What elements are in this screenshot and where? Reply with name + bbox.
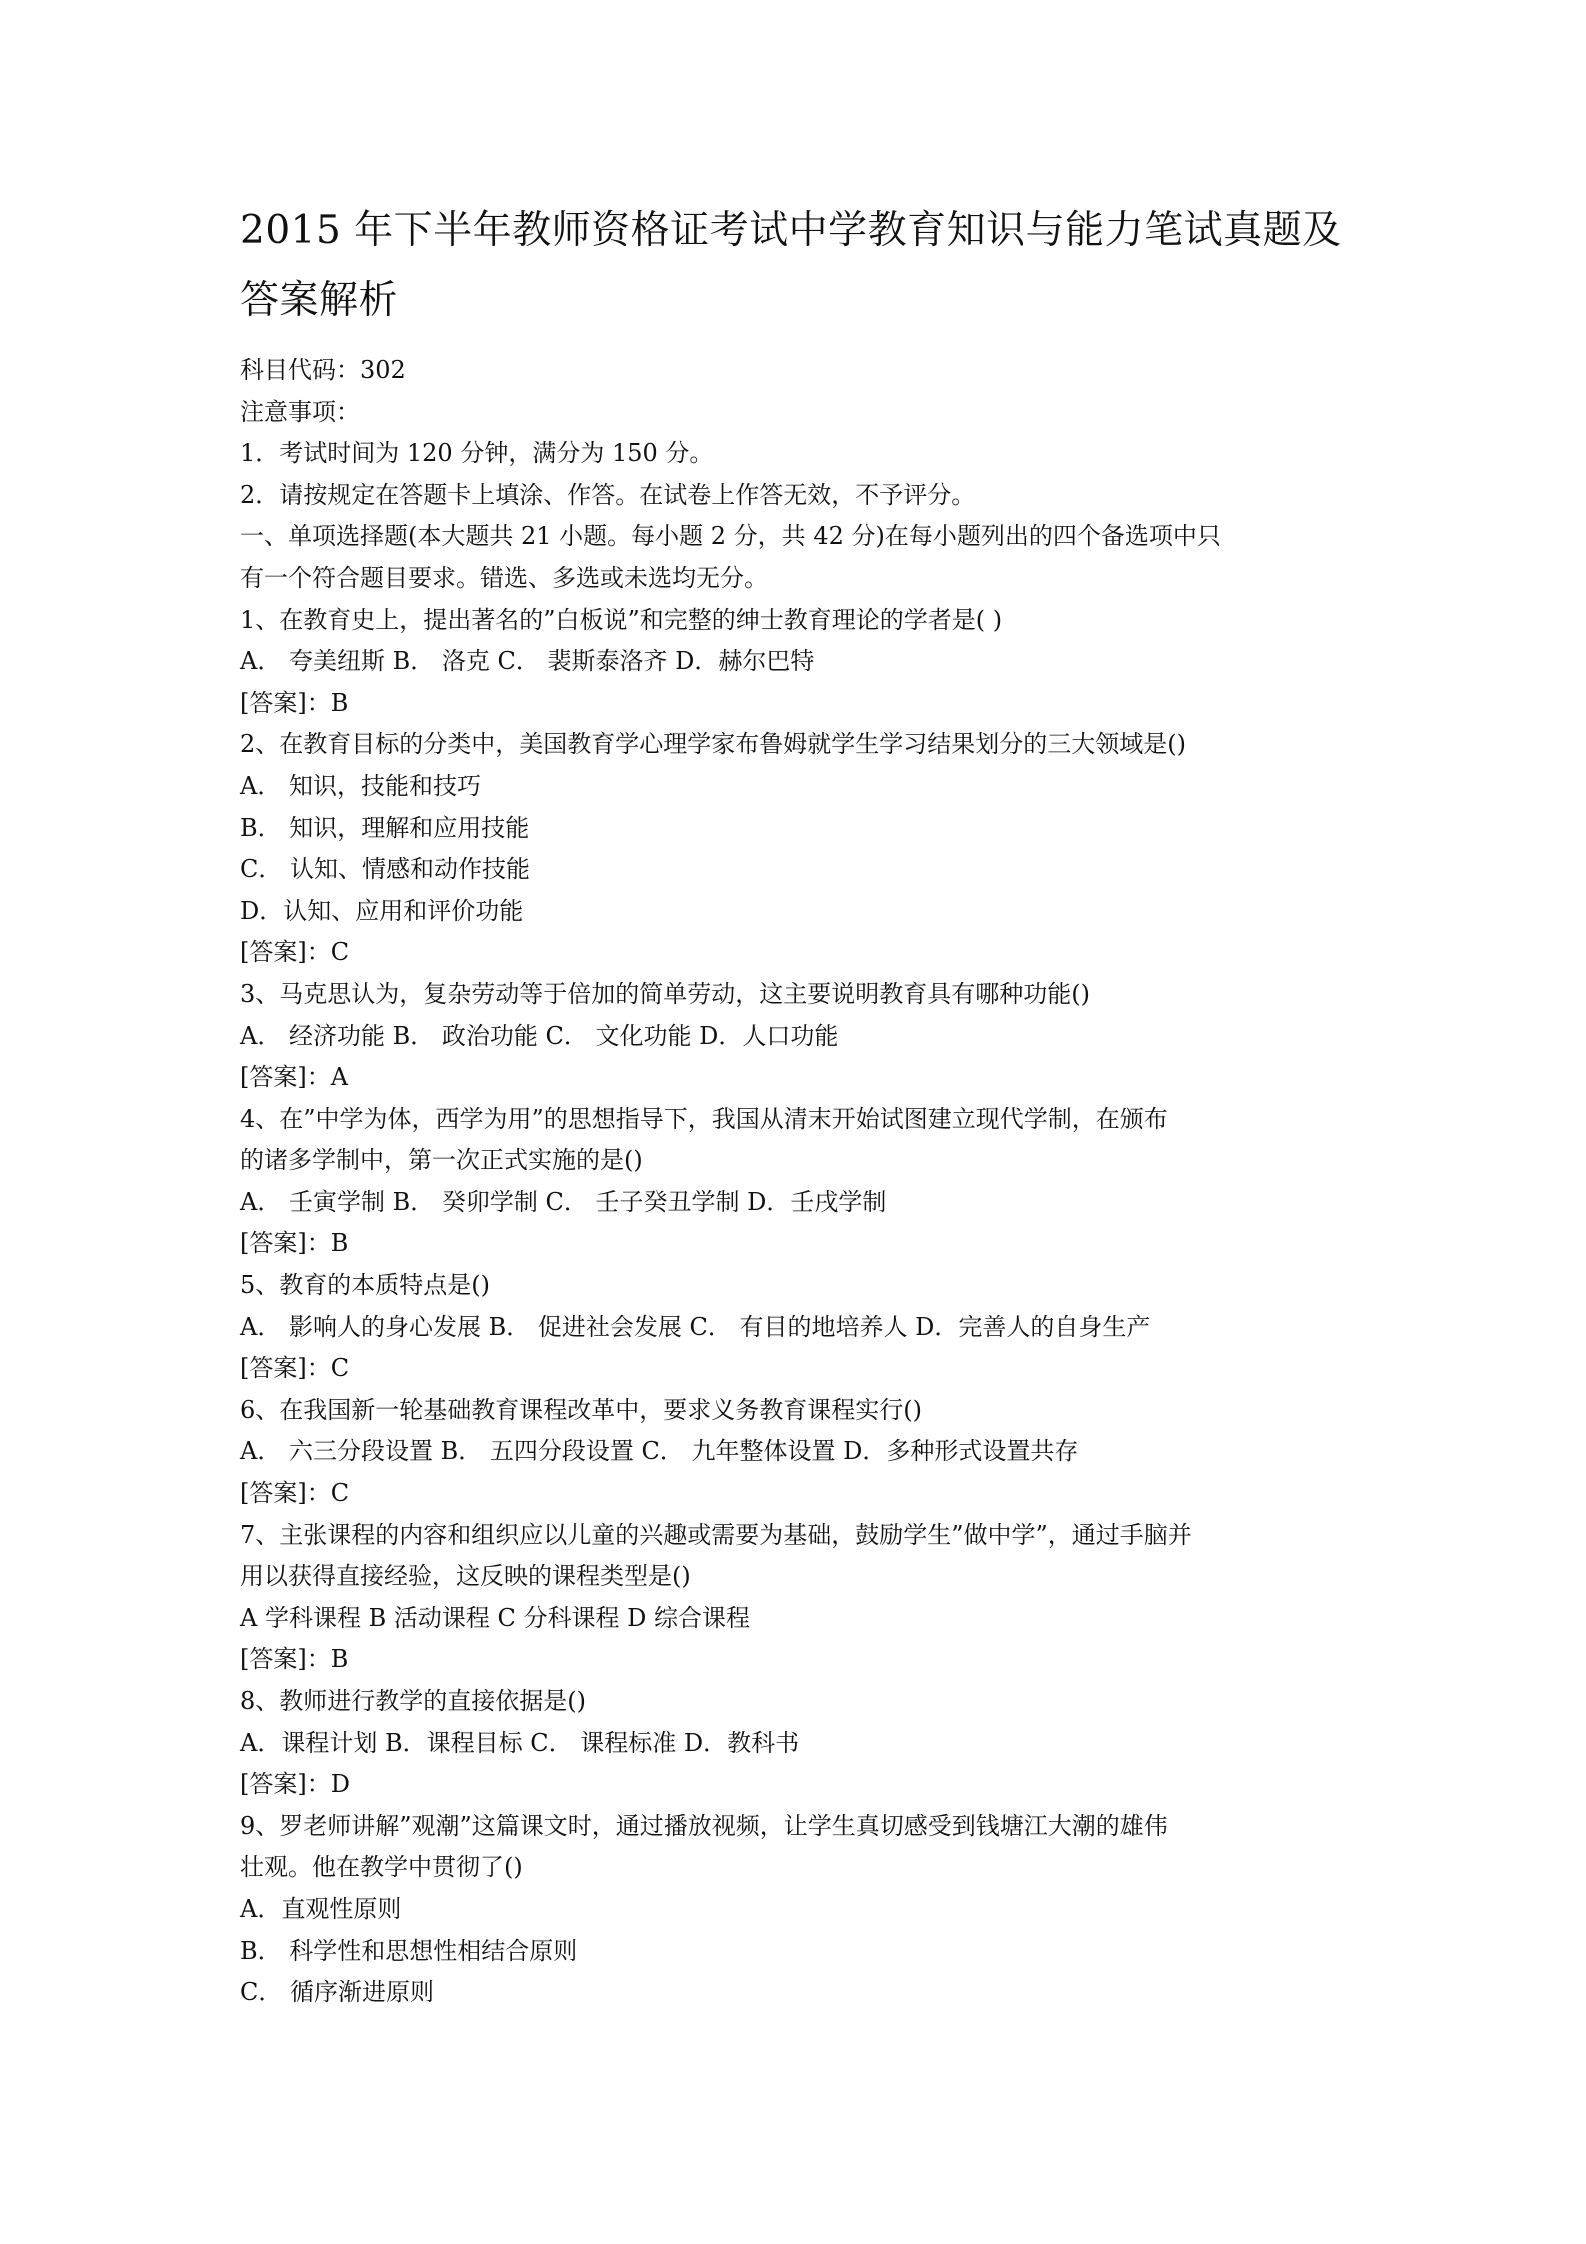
text-line: 2、在教育目标的分类中，美国教育学心理学家布鲁姆就学生学习结果划分的三大领域是() <box>240 730 1186 759</box>
text-line: 8、教师进行教学的直接依据是() <box>240 1687 586 1715</box>
text-line: 4、在”中学为体，西学为用”的思想指导下，我国从清末开始试图建立现代学制，在颁布 <box>240 1104 1168 1133</box>
text-line: A．课程计划 B．课程目标 C． 课程标准 D．教科书 <box>240 1728 800 1757</box>
text-line: 有一个符合题目要求。错选、多选或未选均无分。 <box>240 563 768 592</box>
text-line: [答案]：B <box>240 1645 349 1674</box>
text-line: A． 夸美纽斯 B． 洛克 C． 裴斯泰洛齐 D．赫尔巴特 <box>240 647 815 676</box>
text-line: 科目代码：302 <box>240 356 406 384</box>
text-line: 9、罗老师讲解”观潮”这篇课文时，通过播放视频，让学生真切感受到钱塘江大潮的雄伟 <box>240 1811 1168 1840</box>
text-line: 1、在教育史上，提出著名的”白板说”和完整的绅士教育理论的学者是( ) <box>240 605 1003 634</box>
text-line: A．直观性原则 <box>240 1894 402 1923</box>
text-line: B． 知识，理解和应用技能 <box>240 813 530 842</box>
text-line: 6、在我国新一轮基础教育课程改革中，要求义务教育课程实行() <box>240 1395 922 1424</box>
document-page <box>240 196 1350 2014</box>
text-line: 用以获得直接经验，这反映的课程类型是() <box>240 1562 691 1591</box>
text-line: [答案]：C <box>240 1479 350 1508</box>
text-line: [答案]：C <box>240 938 350 967</box>
text-line: 1．考试时间为 120 分钟，满分为 150 分。 <box>240 439 714 468</box>
document-title: 2015 年下半年教师资格证考试中学教育知识与能力笔试真题及答案解析 <box>240 208 1342 323</box>
text-line: A． 知识，技能和技巧 <box>240 771 481 800</box>
text-line: 一、单项选择题(本大题共 21 小题。每小题 2 分，共 42 分)在每小题列出的四个备选项中只 <box>240 522 1221 551</box>
text-line: C． 认知、情感和动作技能 <box>240 855 530 884</box>
text-line: C． 循序渐进原则 <box>240 1978 434 2007</box>
text-line: [答案]：B <box>240 1229 349 1258</box>
text-line: 5、教育的本质特点是() <box>240 1271 490 1300</box>
text-line: [答案]：A <box>240 1063 349 1092</box>
text-line: 注意事项： <box>240 397 360 426</box>
text-line: [答案]：C <box>240 1354 350 1383</box>
text-line: D．认知、应用和评价功能 <box>240 896 524 925</box>
text-line: B． 科学性和思想性相结合原则 <box>240 1936 578 1965</box>
document-body <box>240 350 1350 2014</box>
text-line: 3、马克思认为，复杂劳动等于倍加的简单劳动，这主要说明教育具有哪种功能() <box>240 979 1090 1008</box>
text-line: A． 经济功能 B． 政治功能 C． 文化功能 D．人口功能 <box>240 1021 839 1050</box>
text-line: [答案]：B <box>240 688 349 717</box>
text-line: A． 壬寅学制 B． 癸卯学制 C． 壬子癸丑学制 D．壬戌学制 <box>240 1187 887 1216</box>
text-line: 7、主张课程的内容和组织应以儿童的兴趣或需要为基础，鼓励学生”做中学”，通过手脑并 <box>240 1520 1192 1549</box>
text-line: A 学科课程 B 活动课程 C 分科课程 D 综合课程 <box>240 1603 750 1632</box>
text-line: 2．请按规定在答题卡上填涂、作答。在试卷上作答无效，不予评分。 <box>240 480 976 509</box>
text-line: 壮观。他在教学中贯彻了() <box>240 1853 523 1882</box>
text-line: A． 六三分段设置 B． 五四分段设置 C． 九年整体设置 D．多种形式设置共存 <box>240 1437 1079 1466</box>
text-line: 的诸多学制中，第一次正式实施的是() <box>240 1146 643 1175</box>
text-line: [答案]：D <box>240 1770 350 1799</box>
text-line: A． 影响人的身心发展 B． 促进社会发展 C． 有目的地培养人 D．完善人的自身生产 <box>240 1312 1151 1341</box>
